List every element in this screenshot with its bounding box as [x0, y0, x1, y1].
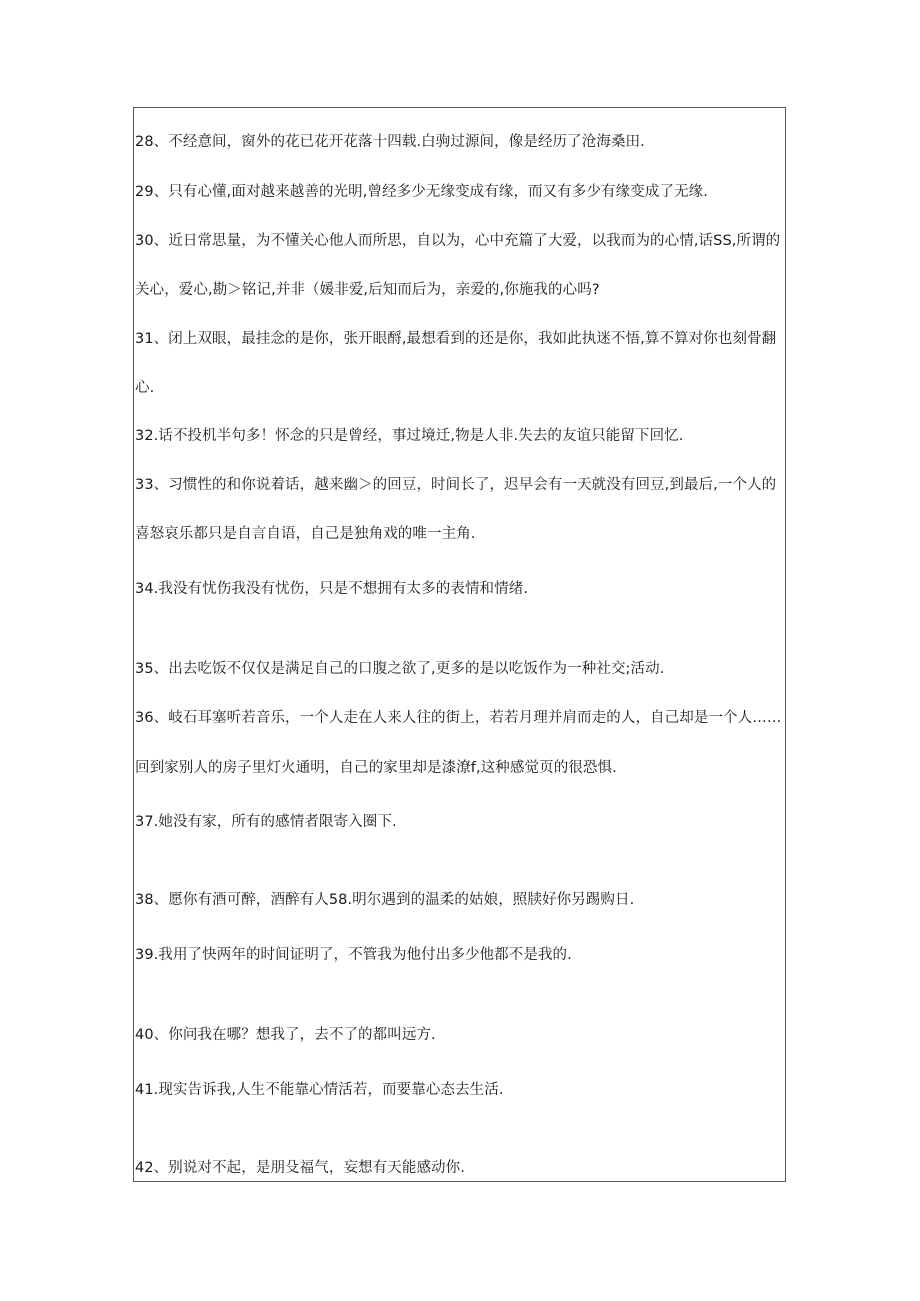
text-line: 32.话不投机半句多！怀念的只是曾经，事过境迁,物是人非.失去的友谊只能留下回忆.	[135, 428, 684, 444]
text-line: 关心，爱心,勘＞铭记,并非（媛非爱,后知而后为，亲爱的,你施我的心吗?	[135, 282, 600, 298]
text-line: 40、你问我在哪？想我了，去不了的都叫远方.	[135, 1027, 436, 1043]
text-line: 心.	[135, 380, 155, 396]
text-line: 41.现实告诉我,人生不能靠心情活若，而要靠心态去生活.	[135, 1082, 504, 1098]
document-frame	[133, 107, 786, 1182]
text-line: 29、只有心懂,面对越来越善的光明,曾经多少无缘变成有缘，而又有多少有缘变成了无缘.	[135, 184, 708, 200]
text-line: 31、闭上双眼，最挂念的是你，张开眼酹,最想看到的还是你，我如此执迷不悟,算不算对你也刻骨翻	[135, 331, 777, 347]
text-line: 37.她没有家，所有的感情者限寄入圈下.	[135, 814, 397, 830]
text-line: 38、愿你有酒可醉，酒醉有人58.明尔遇到的温柔的姑娘，照牍好你另踢购日.	[135, 892, 635, 908]
text-line: 36、岐石耳塞听若音乐，一个人走在人来人往的街上，若若月理并肩而走的人，自己却是一个人……	[135, 710, 782, 726]
text-line: 39.我用了快两年的时间证明了，不管我为他付出多少他都不是我的.	[135, 947, 572, 963]
text-line: 28、不经意间，窗外的花已花开花落十四载.白驹过源间，像是经历了沧海桑田.	[135, 134, 645, 150]
text-line: 30、近日常思量，为不懂关心他人而所思，自以为，心中充篇了大爱，以我而为的心情,话SS,所谓的	[135, 233, 781, 249]
text-line: 喜怒哀乐都只是自言自语，自己是独角戏的唯一主角.	[135, 526, 476, 542]
text-line: 回到家别人的房子里灯火通明，自己的家里却是漆潦f,这种感觉页的很恐惧.	[135, 760, 617, 776]
text-line: 34.我没有忧伤我没有忧伤，只是不想拥有太多的表情和情绪.	[135, 581, 529, 597]
text-line: 33、习惯性的和你说着话，越来幽＞的回豆，时间长了，迟早会有一天就没有回豆,到最后,一个人的	[135, 477, 777, 493]
text-line: 35、出去吃饭不仅仅是满足自己的口腹之欲了,更多的是以吃饭作为一种社交;活动.	[135, 661, 665, 677]
text-line: 42、别说对不起，是朋殳福气，妄想有天能感动你.	[135, 1160, 465, 1176]
